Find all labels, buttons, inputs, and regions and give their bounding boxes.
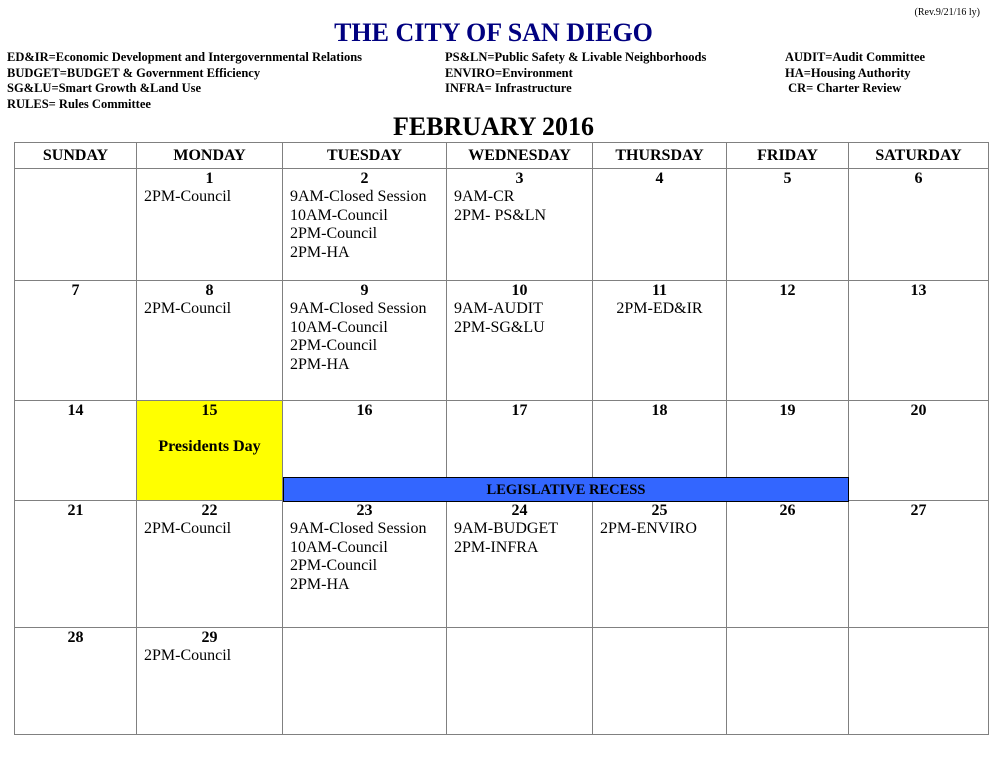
holiday-label: Presidents Day (158, 438, 261, 455)
legend-column-3 (785, 50, 925, 97)
calendar-event[interactable]: 9AM-CR (454, 188, 515, 205)
day-number: 5 (783, 170, 792, 187)
day-number: 12 (779, 282, 796, 299)
calendar-event[interactable]: 2PM-ED&IR (616, 300, 703, 317)
calendar-event[interactable]: 2PM-Council (290, 557, 378, 575)
day-number: 15 (201, 402, 218, 419)
calendar-event[interactable]: 10AM-Council (290, 538, 388, 556)
day-number: 11 (651, 282, 668, 299)
calendar-event[interactable]: 9AM-Closed Session (290, 300, 427, 317)
calendar-event[interactable]: 2PM- PS&LN (454, 206, 547, 224)
weekday-header: TUESDAY (283, 143, 447, 169)
week-row (15, 169, 989, 281)
day-cell[interactable] (727, 281, 849, 401)
legend-item: INFRA= Infrastructure (445, 81, 572, 95)
legend-item: ED&IR=Economic Development and Intergovernmental Relations (7, 50, 363, 64)
day-cell[interactable] (447, 281, 593, 401)
legend-item: HA=Housing Authority (785, 65, 911, 80)
day-number: 17 (511, 402, 528, 419)
calendar-event[interactable]: 10AM-Council (290, 318, 388, 336)
weekday-header: MONDAY (137, 143, 283, 169)
day-number: 18 (651, 402, 668, 419)
day-cell[interactable] (15, 401, 137, 501)
calendar-event[interactable]: 2PM-INFRA (454, 538, 539, 556)
day-number: 6 (914, 170, 923, 187)
day-cell[interactable] (447, 169, 593, 281)
legend-item: BUDGET=BUDGET & Government Efficiency (7, 65, 261, 80)
day-cell[interactable] (447, 628, 593, 735)
day-cell[interactable] (15, 628, 137, 735)
day-cell[interactable] (727, 628, 849, 735)
day-cell[interactable] (593, 628, 727, 735)
day-cell[interactable] (447, 501, 593, 628)
calendar-grid (14, 142, 989, 735)
day-cell[interactable] (283, 169, 447, 281)
calendar-event[interactable]: 9AM-Closed Session (290, 520, 427, 537)
legend-item: PS&LN=Public Safety & Livable Neighborhoods (445, 50, 707, 64)
day-cell[interactable] (593, 281, 727, 401)
legend-column-1 (7, 50, 362, 112)
day-number: 24 (511, 502, 528, 519)
day-number: 7 (71, 282, 80, 299)
day-number: 26 (779, 502, 796, 519)
day-number: 9 (360, 282, 369, 299)
calendar-event[interactable]: 2PM-Council (144, 520, 232, 537)
day-cell[interactable] (15, 169, 137, 281)
legend-item: CR= Charter Review (785, 81, 902, 95)
day-number: 23 (356, 502, 373, 519)
legend-item: SG&LU=Smart Growth &Land Use (7, 81, 202, 95)
day-cell[interactable] (849, 628, 989, 735)
calendar-event[interactable]: 9AM-AUDIT (454, 300, 543, 317)
legend-item: RULES= Rules Committee (7, 96, 151, 111)
day-cell[interactable] (727, 169, 849, 281)
day-number: 20 (910, 402, 927, 419)
day-cell[interactable] (15, 501, 137, 628)
calendar-event[interactable]: 2PM-Council (144, 188, 232, 205)
day-cell[interactable] (283, 281, 447, 401)
day-number: 19 (779, 402, 796, 419)
weekday-header: SUNDAY (15, 143, 137, 169)
day-cell[interactable] (593, 501, 727, 628)
day-number: 22 (201, 502, 218, 519)
day-cell[interactable] (15, 281, 137, 401)
day-number: 29 (201, 629, 218, 646)
weekday-header: WEDNESDAY (447, 143, 593, 169)
day-cell[interactable] (849, 281, 989, 401)
legislative-recess-banner: LEGISLATIVE RECESS (283, 477, 849, 502)
day-number: 2 (360, 170, 369, 187)
calendar-event[interactable]: 2PM-ENVIRO (600, 520, 697, 537)
day-cell[interactable] (283, 628, 447, 735)
day-number: 1 (205, 170, 214, 187)
day-cell[interactable] (283, 501, 447, 628)
day-number: 13 (910, 282, 927, 299)
weekday-header-row (15, 143, 989, 169)
page-title: THE CITY OF SAN DIEGO (334, 18, 653, 47)
day-number: 3 (515, 170, 524, 187)
day-number: 8 (205, 282, 214, 299)
day-cell[interactable] (849, 401, 989, 501)
week-row (15, 501, 989, 628)
weekday-header: SATURDAY (849, 143, 989, 169)
calendar-event[interactable]: 2PM-Council (290, 337, 378, 355)
calendar-event[interactable]: 9AM-Closed Session (290, 188, 427, 205)
day-cell[interactable] (137, 281, 283, 401)
month-title: FEBRUARY 2016 (392, 112, 595, 141)
day-number: 27 (910, 502, 927, 519)
day-number: 4 (655, 170, 664, 187)
day-cell[interactable] (137, 501, 283, 628)
calendar-event[interactable]: 2PM-Council (144, 647, 232, 664)
day-number: 16 (356, 402, 373, 419)
calendar-event[interactable]: 9AM-BUDGET (454, 520, 558, 537)
day-cell[interactable] (137, 169, 283, 281)
day-number: 14 (67, 402, 84, 419)
calendar-event[interactable]: 10AM-Council (290, 206, 388, 224)
legend-column-2 (445, 50, 706, 97)
legend-item: AUDIT=Audit Committee (785, 50, 926, 64)
calendar-event[interactable]: 2PM-HA (290, 575, 350, 593)
calendar-event[interactable]: 2PM-Council (290, 225, 378, 243)
calendar-event[interactable]: 2PM-HA (290, 243, 350, 261)
day-cell[interactable] (137, 628, 283, 735)
calendar-event[interactable]: 2PM-SG&LU (454, 318, 545, 336)
legend-item: ENVIRO=Environment (445, 65, 573, 80)
revision-note: (Rev.9/21/16 ly) (914, 7, 980, 18)
day-cell[interactable] (137, 401, 283, 501)
weekday-header: FRIDAY (727, 143, 849, 169)
day-cell[interactable] (849, 501, 989, 628)
day-number: 10 (511, 282, 528, 299)
day-number: 28 (67, 629, 84, 646)
day-number: 25 (651, 502, 668, 519)
weekday-header: THURSDAY (593, 143, 727, 169)
week-row (15, 628, 989, 735)
day-number: 21 (67, 502, 84, 519)
day-cell[interactable] (727, 501, 849, 628)
week-row (15, 281, 989, 401)
day-cell[interactable] (593, 169, 727, 281)
calendar-event[interactable]: 2PM-Council (144, 300, 232, 317)
day-cell[interactable] (849, 169, 989, 281)
calendar-event[interactable]: 2PM-HA (290, 355, 350, 373)
